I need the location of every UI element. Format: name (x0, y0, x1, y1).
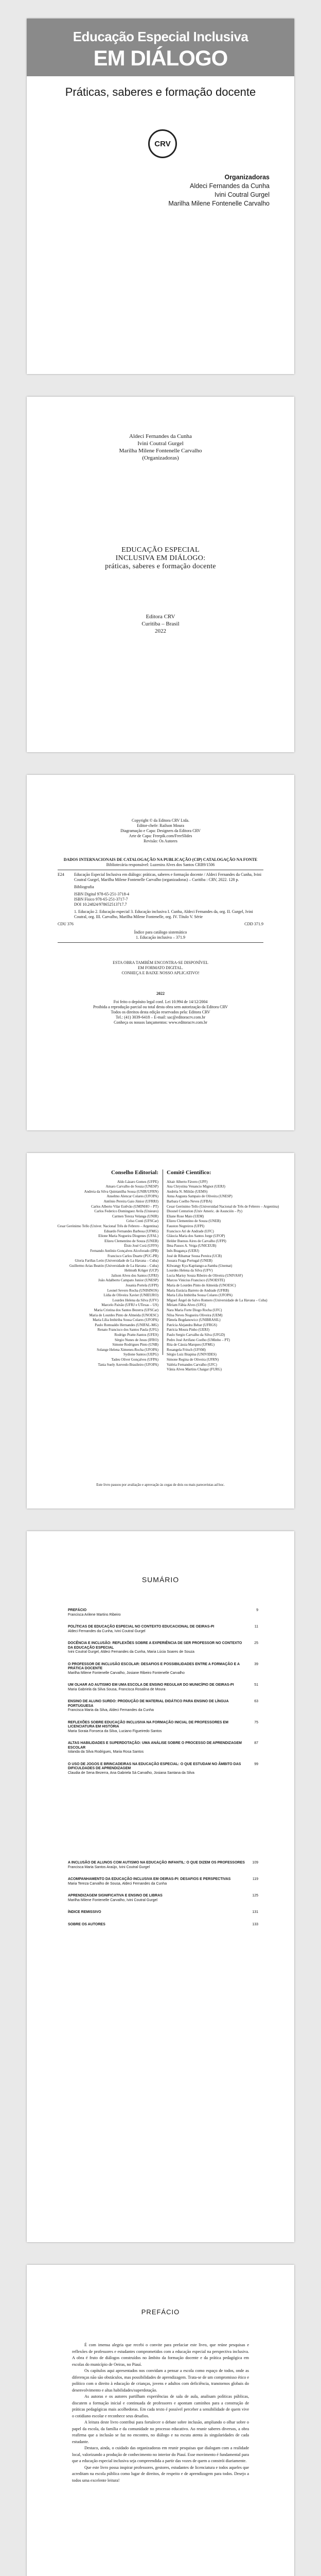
cover-series-title: Educação Especial Inclusiva (73, 29, 248, 44)
council-member: Celso Conti (UFSCar) (126, 1219, 158, 1224)
cip-librarian: Bibliotecária responsável: Luzenira Alves dos Santos CRB9/1506 (106, 862, 215, 867)
toc-entry (68, 1608, 258, 1617)
council-member: Rodrigo Pratte-Santos (UFES) (114, 1333, 158, 1337)
copyright-line: Arte de Capa: Freepik.com/FreeSlides (129, 834, 192, 838)
title-page (27, 397, 294, 752)
toc-entry (68, 1894, 258, 1903)
digital-notice-line: CONHEÇA E BAIXE NOSSO APLICATIVO! (121, 971, 200, 975)
council-member: Maria Lília Imbiriba Sousa Colares (UFOPA) (93, 1318, 158, 1323)
council-member: Tadeu Oliver Gonçalves (UFPA) (111, 1357, 158, 1362)
toc-entry-page: 125 (252, 1894, 258, 1897)
cover-subtitle: Práticas, saberes e formação docente (65, 86, 256, 98)
title-page-organizers (27, 433, 294, 462)
council-member: Guillermo Arias Beatón (Universidade de La Havana – Cuba) (69, 1263, 158, 1268)
council-member: Élsio José Corá (UFFS) (124, 1244, 158, 1248)
toc-entry (68, 1861, 258, 1870)
council-member: Antônio Pereira Gaio Júnior (UFRRJ) (103, 1199, 158, 1204)
organizer-name: Marilha Milene Fontenelle Carvalho (119, 448, 202, 454)
editorial-council-page (27, 1153, 294, 1509)
council-member: Amaro Carvalho de Souza (UNESP) (105, 1184, 158, 1189)
cip-code: E24 (58, 872, 64, 877)
committee-member: Paulo Sergio Carvalho da Silva (UFGD) (167, 1333, 225, 1337)
committee-member: Helder Buenos Aires de Carvalho (UFPI) (167, 1239, 226, 1243)
publisher-name: Editora CRV (146, 614, 175, 620)
index-body: 1. Educação inclusiva – 371.9 (136, 935, 185, 940)
organizer-name: Ivini Coutral Gurgel (137, 440, 184, 447)
toc-entry (68, 1877, 258, 1886)
cdd-code: CDD 371.9 (244, 922, 263, 926)
committee-member: Andréia N. Militão (UEMS) (167, 1189, 208, 1194)
cover-banner (27, 19, 294, 76)
publication-year: 2022 (155, 628, 166, 634)
toc-entry-authors: Francisca Arilene Martins Ribeiro (68, 1613, 121, 1617)
council-member: Elione Maria Nogueira Diogenes (UFAL) (98, 1234, 158, 1239)
council-member: Carlos Federico Dominguez Avila (Unieuro) (94, 1209, 158, 1214)
preface-paragraph: A leitura deste livro contribui para fortalecer o debate sobre inclusão, ampliando o olhar sobre o papel da escola, da família e da comunidade no processo educativo. Ao reunir saberes diversos, a obra reafirma que a inclusão se faz no encontro, no diálogo e na escuta atenta às singularidades de cada estudante. (72, 2420, 249, 2444)
council-member: Aldo Lázaro Gomes (UFPE) (117, 1179, 158, 1184)
toc-entry (68, 1762, 258, 1776)
council-member: Leonel Severo Rocha (UNISINOS) (107, 1288, 158, 1293)
toc-entry-authors: Francisca Maria Santos Araújo, Ivini Coutral Gurgel (68, 1865, 150, 1869)
committee-member: José de Ribamar Sousa Pereira (UCB) (167, 1253, 222, 1258)
toc-entry-authors: Maria Gabriela da Silva Sousa, Francisca Rosalina de Moura (68, 1687, 166, 1691)
committee-member: Rita de Cássia Marques (UFMG) (167, 1343, 215, 1347)
toc-entry-page: 119 (252, 1877, 258, 1881)
toc-entry-title: APRENDIZAGEM SIGNIFICATIVA E ENSINO DE LIBRAS (68, 1894, 163, 1897)
toc-entry-title: PREFÁCIO (68, 1608, 87, 1612)
preface-body (72, 2342, 249, 2484)
council-member: Renato Francisco dos Santos Paula (UFG) (97, 1328, 158, 1332)
council-member: Sydione Santos (UEPG) (123, 1352, 158, 1357)
toc-entry-page: 9 (256, 1608, 258, 1612)
council-member: Tania Suely Azevedo Brasileiro (UFOPA) (98, 1362, 158, 1367)
toc-entry-authors: Marilha Milene Fontenelle Carvalho, Ivini Coutral Gurgel (68, 1898, 157, 1902)
organizer-name: Marilha Milene Fontenelle Carvalho (168, 200, 270, 207)
cip-description: Educação Especial Inclusiva em diálogo: práticas, saberes e formação docente / Aldeci Fernandes da Cunha, Ivini Coutral Gurgel, Marilha Milene Fontenelle Carvalho (organizadoras) – Curitiba : CRV, 2022. 128 p. (74, 872, 262, 882)
committee-member: Jussara Fraga Portugal (UNEB) (167, 1259, 212, 1263)
toc-entry (68, 1625, 258, 1634)
copyright-credits (58, 818, 263, 844)
toc-entry-authors: Marilha Milene Fontenelle Carvalho, Josiane Ribeiro Fontenelle Carvalho (68, 1671, 185, 1675)
isbn-digital: ISBN Digital 978-65-251-3718-4 (74, 892, 130, 896)
council-member: Solange Helena Ximenes-Rocha (UFOPA) (97, 1347, 158, 1352)
peer-review-note: Este livro passou por avaliação e aprovação às cegas de dois ou mais pareceristas ad hoc. (96, 1483, 225, 1487)
committee-member: Gláucia Maria dos Santos Jorge (UFOP) (167, 1234, 225, 1239)
committee-member: Eliane Rose Maio (UEM) (167, 1214, 204, 1218)
book-title-line: EDUCAÇÃO ESPECIAL (121, 546, 200, 554)
toc-entry-authors: Maria Tereza Carvalho de Sousa, Aldeci Fernandes da Cunha (68, 1882, 167, 1886)
committee-member: Míriam Fábia Alves (UFG) (167, 1303, 206, 1308)
toc-entry (68, 1741, 258, 1755)
toc-entry-page: 11 (254, 1625, 258, 1629)
editorial-council-column (45, 1171, 158, 1367)
committee-member: Pedro José Arrifano Coelho (UMinho – PT) (167, 1337, 230, 1342)
toc-entry-page: 51 (254, 1683, 258, 1687)
council-member: Anselmo Alencar Colares (UFOPA) (106, 1194, 158, 1199)
organizers-label: Organizadoras (224, 174, 270, 181)
committee-member: Simone Regina de Oliveira (UFRN) (167, 1357, 219, 1362)
scientific-committee-column (167, 1171, 280, 1372)
toc-entry-authors: Claudia de Sena Bezerra, Ana Gabriela Sá Carvalho, Josiana Santana da Silva (68, 1771, 194, 1775)
publisher-logo-text: CRV (154, 139, 171, 148)
preface-paragraph: Os capítulos aqui apresentados nos convidam a pensar a escola como espaço de todos, onde as diferenças não são obstáculos, mas possibilidades de aprendizagem. Trata-se de um compromisso ético e político com o direito à educação de crianças, jovens e adultos com deficiência, transtornos globais do desenvolvimento e altas habilidades/superdotação. (72, 2368, 249, 2393)
table-of-contents-page (27, 1531, 294, 2242)
committee-member: Míguel Ángel de Salvo Romero (Universidade de La Havana – Cuba) (167, 1298, 268, 1302)
committee-member: Patrícia Moura Pinho (UERJ) (167, 1328, 210, 1332)
committee-member: Ana Chrystina Venancio Mignot (UERJ) (167, 1184, 225, 1189)
legal-line: Tel.: (41) 3039-6418 – E-mail: sac@editoracrv.com.br (115, 1015, 206, 1020)
book-subtitle-line: práticas, saberes e formação docente (105, 563, 216, 570)
committee-member: Vânia Alves Martins Chaigar (FURG) (167, 1367, 222, 1372)
committee-member: Fauston Negreiros (UFPI) (167, 1224, 205, 1228)
toc-entry-title: REFLEXÕES SOBRE EDUCAÇÃO INCLUSIVA NA FORMAÇÃO INICIAL DE PROFESSORES EM LICENCIATURA EM HISTÓRIA (68, 1720, 228, 1728)
toc-entry-page: 39 (254, 1662, 258, 1666)
divider (58, 942, 263, 943)
copyright-page (27, 775, 294, 1130)
toc-entry-title: ENSINO DE ALUNO SURDO: PRODUÇÃO DE MATERIAL DIDÁTICO PARA ENSINO DE LÍNGUA PORTUGUESA (68, 1700, 229, 1708)
copyright-line: Copyright © da Editora CRV Ltda. (132, 818, 189, 823)
council-member: Paulo Romualdo Hernandes (UNIFAL-MG) (95, 1323, 158, 1327)
preface-paragraph: Destaco, ainda, o cuidado das organizadoras em reunir pesquisas que dialogam com a realidade local, valorizando a produção de conhecimento no interior do Piauí. Esse movimento é fundamental para que a educação especial inclusiva seja compreendida a partir das vozes de quem a constrói diariamente. (72, 2446, 249, 2463)
committee-member: Cesar Gerónimo Tello (Universidad Nacional de Três de Febrero – Argentina) (167, 1204, 279, 1209)
toc-entry-page: 99 (254, 1762, 258, 1766)
committee-member: Maria Lília Imbiriba Sousa Colares (UFOPA) (167, 1293, 233, 1298)
cip-bibliography: Bibliografia (74, 885, 94, 889)
cover-organizers (168, 173, 270, 208)
committee-member: Inês Bragança (UERJ) (167, 1248, 199, 1253)
committee-member: Diosnel Centurion (Univ Americ. de Asunción – Py) (167, 1209, 242, 1214)
toc-entry-title: ALTAS HABILIDADES E SUPERDOTAÇÃO: UMA ANÁLISE SOBRE O PROCESSO DE APRENDIZAGEM ESCOLAR (68, 1741, 242, 1750)
toc-entry-page: 25 (254, 1641, 258, 1645)
committee-member: Lucia Marisy Souza Ribeiro de Oliveira (UNIVASF) (167, 1273, 243, 1278)
committee-member: Valéria Fernandes Carvalho (UFC) (167, 1362, 217, 1367)
toc-entry-authors: Aldeci Fernandes da Cunha, Ivini Coutral Gurgel (68, 1629, 146, 1633)
council-member: Eduardo Fernandes Barbosa (UFMG) (104, 1229, 158, 1233)
cover-main-title: EM DIÁLOGO (93, 46, 228, 70)
council-member: Marcelo Paixão (UFRJ e UTexas – US) (101, 1303, 158, 1308)
toc-list (68, 1608, 258, 1783)
toc-entry-page: 131 (252, 1910, 258, 1914)
committee-member: Nilsa Neves Nogueira Oliveira (UEM) (167, 1313, 223, 1317)
council-member: Maria de Lourdes Pinto de Almeida (UNOESC) (89, 1313, 158, 1317)
council-member: Lourdes Helena da Silva (UFV) (112, 1298, 158, 1302)
committee-member: Patrícia Alejandra Behar (UFRGS) (167, 1323, 217, 1327)
committee-member: Sérgio Luiz Ibiapina (UNIVIDES) (167, 1352, 217, 1357)
toc-entry-page: 63 (254, 1700, 258, 1703)
council-member: Maria Cristina dos Santos Bezerra (UFSCar) (94, 1308, 158, 1313)
committee-member: Maria Eurácia Barreto de Andrade (UFRB) (167, 1288, 229, 1293)
committee-member: Kilwangy Kya Kapitango-a-Samba (Unemat) (167, 1263, 233, 1268)
council-member: João Adalberto Campato Junior (UNESP) (98, 1278, 158, 1283)
council-member: Helmuth Krüger (UCP) (124, 1268, 158, 1273)
cdu-code: CDU 376 (58, 922, 74, 926)
legal-line: Conheça os nossos lançamentos: www.editoracrv.com.br (114, 1020, 207, 1025)
committee-member: Francisco Ari de Andrade (UFC) (167, 1229, 214, 1233)
cip-title: DADOS INTERNACIONAIS DE CATALOGAÇÃO NA PUBLICAÇÃO (CIP) CATALOGAÇÃO NA FONTE (63, 857, 258, 862)
copyright-line: Editor-chefe: Railson Moura (137, 823, 184, 828)
council-member: Andreia da Silva Quintanilha Sousa (UNIR/UFRN) (84, 1189, 158, 1194)
copyright-line: Diagramação e Capa: Designers da Editora CRV (120, 828, 201, 833)
toc-entry-title: ACOMPANHAMENTO DA EDUCAÇÃO INCLUSIVA EM OEIRAS-PI: DESAFIOS E PERSPECTIVAS (68, 1877, 231, 1881)
index-title: Índice para catálogo sistemático (134, 930, 187, 935)
legal-notice (58, 999, 263, 1025)
toc-entry (68, 1683, 258, 1692)
publisher-imprint (27, 613, 294, 635)
toc-entry (68, 1663, 258, 1676)
cip-record (58, 872, 263, 920)
toc-entry (68, 1700, 258, 1713)
toc-entry-title: ÍNDICE REMISSIVO (68, 1910, 101, 1914)
council-member: Lídia de Oliveira Xavier (UNIEURO) (103, 1293, 158, 1298)
committee-member: Lourdes Helena da Silva (UFV) (167, 1268, 213, 1273)
copyright-line: Revisão: Os Autores (144, 839, 177, 843)
council-member: Jailson Alves dos Santos (UFRJ) (111, 1273, 158, 1278)
toc-entry-authors: Francisca Maria da Silva, Aldeci Fernandes da Cunha (68, 1708, 154, 1712)
toc-entry-title: POLÍTICAS DE EDUCAÇÃO ESPECIAL NO CONTEXTO EDUCACIONAL DE OEIRAS-PI (68, 1625, 215, 1629)
toc-entry-page: 75 (254, 1720, 258, 1724)
toc-entry-title: DOCÊNCIA E INCLUSÃO: REFLEXÕES SOBRE A EXPERIÊNCIA DE SER PROFESSOR NO CONTEXTO DA EDUCAÇÃO ESPECIAL (68, 1641, 242, 1650)
digital-notice-line: EM FORMATO DIGITAL. (138, 965, 183, 970)
committee-member: Anna Augusta Sampaio de Oliveira (UNESP) (167, 1194, 233, 1199)
committee-member: Rosangela Fritsch (UFSM) (167, 1347, 206, 1352)
preface-heading: PREFÁCIO (141, 2308, 180, 2316)
toc-entry-page: 87 (254, 1741, 258, 1745)
book-title-line: INCLUSIVA EM DIÁLOGO: (115, 554, 206, 562)
council-member: Josania Portela (UFPI) (126, 1283, 158, 1288)
toc-entry (68, 1923, 258, 1927)
committee-member: Maria de Lourdes Pinto de Almeida (UNOESC) (167, 1283, 236, 1288)
digital-notice-line: ESTA OBRA TAMBÉM ENCONTRA-SE DISPONÍVEL (113, 960, 208, 965)
toc-entry (68, 1721, 258, 1734)
council-member: Cesar Gerónimo Tello (Univer. Nacional Três de Febrero – Argentina) (57, 1224, 158, 1228)
toc-entry-title: O PROFESSOR DE INCLUSÃO ESCOLAR: DESAFIOS E POSSIBILIDADES ENTRE A FORMAÇÃO E A PRÁTICA DOCENTE (68, 1662, 240, 1670)
council-member: Simone Rodrigues Pinto (UNB) (112, 1343, 158, 1347)
committee-member: Elizeu Clementino de Souza (UNEB) (167, 1219, 221, 1224)
committee-member: Altair Alberto Fávero (UPF) (167, 1179, 208, 1184)
legal-line: Proibida a reprodução parcial ou total desta obra sem autorização da Editora CRV (93, 1005, 228, 1009)
legal-line: Foi feito o depósito legal conf. Lei 10.994 de 14/12/2004 (113, 999, 208, 1004)
preface-paragraph: Que este livro possa inspirar professores, gestores, estudantes de licenciatura e todos aqueles que acreditam na escola pública como lugar de direitos, de respeito e de aprendizagem para todos. Desejo a todos uma excelente leitura! (72, 2465, 249, 2483)
organizer-name: Ivini Coutral Gurgel (215, 191, 270, 198)
toc-entry-authors: Iolanda da Silva Rodrigues, Maria Rosa Santos (68, 1750, 144, 1754)
preface-page (27, 2265, 294, 2576)
committee-member: Marcos Vinicius Francisco (UNOESTE) (167, 1278, 225, 1283)
council-member: Francisco Carlos Duarte (PUC-PR) (108, 1253, 158, 1258)
publisher-logo-icon (148, 129, 177, 158)
council-member: Fernando Antônio Gonçalves Alcoforado (IPB) (90, 1248, 158, 1253)
cover-page (27, 19, 294, 374)
book-title (27, 546, 294, 571)
editorial-council-list (45, 1180, 158, 1368)
organizer-name: Aldeci Fernandes da Cunha (190, 182, 270, 190)
council-member: Carmen Tereza Velanga (UNIR) (112, 1214, 158, 1218)
toc-entry-title: O USO DE JOGOS E BRINCADEIRAS NA EDUCAÇÃO ESPECIAL: O QUE ESTUDAM NO ÂMBITO DAS DIFICULDADES DE APRENDIZAGEM (68, 1762, 241, 1770)
organizers-role: (Organizadoras) (142, 455, 179, 461)
editorial-council-title: Conselho Editorial: (111, 1170, 158, 1176)
committee-member: Ilma Passos A. Veiga (UNICEUB) (167, 1244, 217, 1248)
doi: DOI 10.24824/978652513717.7 (74, 902, 127, 907)
toc-entry-title: SOBRE OS AUTORES (68, 1922, 105, 1926)
toc-list-continued (68, 1861, 258, 1935)
legal-line: Todos os direitos desta edição reservados pela: Editora CRV (111, 1010, 210, 1014)
council-member: Carlos Alberto Vilar Estêvão (UMINHO – PT) (91, 1204, 158, 1209)
toc-entry-title: UM OLHAR AO AUTISMO EM UMA ESCOLA DE ENSINO REGULAR DO MUNICÍPIO DE OEIRAS-PI (68, 1683, 234, 1687)
toc-entry-title: A INCLUSÃO DE ALUNOS COM AUTISMO NA EDUCAÇÃO INFANTIL: O QUE DIZEM OS PROFESSORES (68, 1861, 245, 1865)
edition-year: 2022 (156, 991, 165, 996)
committee-member: Nara Maria Forte Diogo Rocha (UFC) (167, 1308, 222, 1313)
publisher-city: Curitiba – Brasil (141, 621, 180, 627)
committee-member: Barbara Coelho Neves (UFBA) (167, 1199, 212, 1204)
toc-entry (68, 1910, 258, 1915)
council-member: Elizeu Clementino de Souza (UNEB) (104, 1239, 158, 1243)
council-member: Gloria Fariñas León (Universidade de La Havana – Cuba) (75, 1259, 158, 1263)
organizer-name: Aldeci Fernandes da Cunha (129, 433, 192, 439)
toc-entry (68, 1641, 258, 1655)
preface-paragraph: É com imensa alegria que recebi o convite para prefaciar este livro, que reúne pesquisas e reflexões de professores e estudantes comprometidos com a educação especial na perspectiva inclusiva. A obra é fruto de diálogos construídos no âmbito da formação docente e da prática pedagógica em escolas do município de Oeiras, no Piauí. (72, 2343, 249, 2367)
scientific-committee-list (167, 1180, 280, 1372)
cip-block (58, 857, 263, 945)
isbn-physical: ISBN Físico 978-65-251-3717-7 (74, 897, 128, 902)
cip-subjects: 1. Educação 2. Educação especial 3. Educação inclusiva I. Cunha, Aldeci Fernandes da, org. II. Gurgel, Ivini Coutral, org. III. Carvalho, Marilha Milene Fontenelle, org. IV. Título V. Série (74, 909, 253, 919)
digital-notice (58, 960, 263, 976)
toc-entry-page: 133 (252, 1922, 258, 1926)
toc-entry-authors: Ivini Coutral Gurgel, Aldeci Fernandes da Cunha, Maria Lúcia Soares de Souza (68, 1650, 194, 1654)
committee-member: Pâmela Bogdanowicz (UNIBRASIL) (167, 1318, 221, 1323)
scientific-committee-title: Comitê Científico: (167, 1170, 211, 1176)
council-member: Sérgio Nunes de Jesus (IFRO) (114, 1337, 158, 1342)
preface-paragraph: As autoras e os autores partilham experiências de sala de aula, analisam políticas públicas, discutem a formação inicial e continuada de professores e apontam caminhos para a construção de práticas pedagógicas mais acolhedoras. Em cada texto é possível perceber a sensibilidade de quem vive o cotidiano escolar e reconhece seus desafios. (72, 2394, 249, 2418)
toc-entry-authors: Maria Soraia Fonseca da Silva, Luciano Figueiredo Santos (68, 1729, 162, 1733)
toc-entry-page: 109 (252, 1861, 258, 1865)
toc-heading: SUMÁRIO (141, 1575, 180, 1584)
